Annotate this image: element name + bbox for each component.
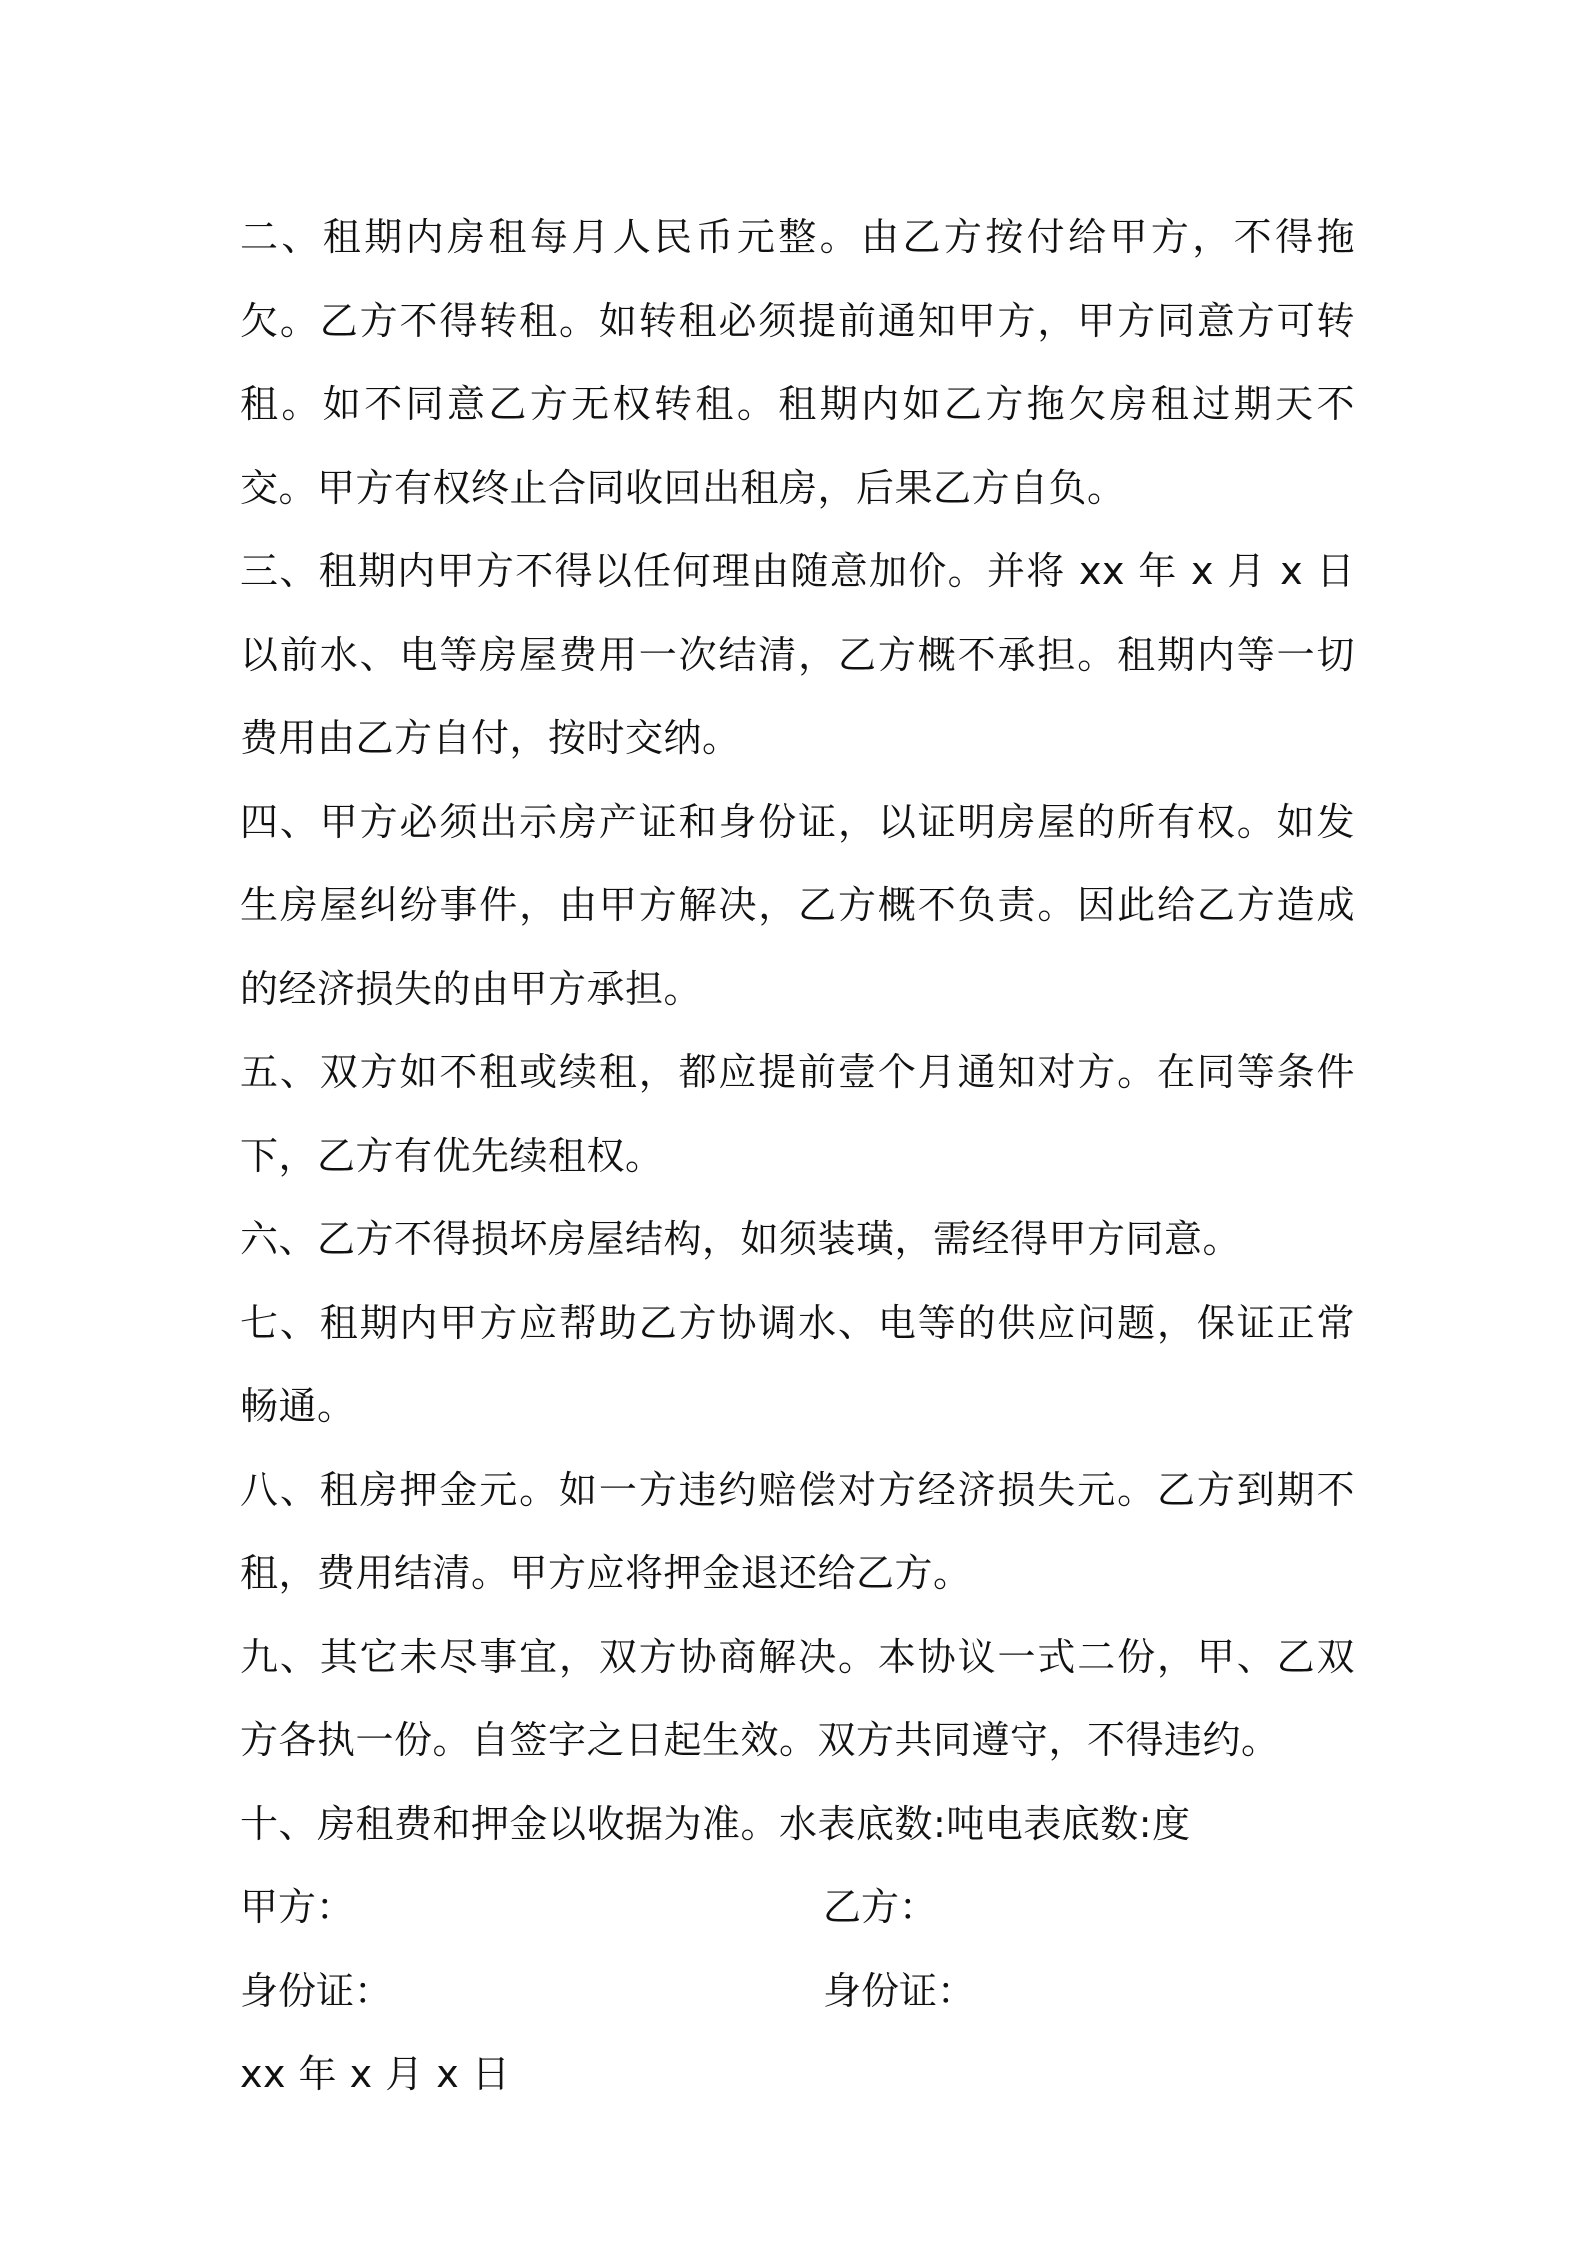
clause-6: 六、乙方不得损坏房屋结构，如须装璜，需经得甲方同意。 [240, 1217, 1242, 1261]
clause-8: 八、租房押金元。如一方违约赔偿对方经济损失元。乙方到期不租，费用结清。甲方应将押金退还给乙方。 [240, 1467, 1355, 1595]
clause-10: 十、房租费和押金以收据为准。水表底数:吨电表底数:度 [240, 1801, 1191, 1846]
clause-3: 三、租期内甲方不得以任何理由随意加价。并将 xx 年 x 月 x 日以前水、电等房屋费用一次结清，乙方概不承担。租期内等一切费用由乙方自付，按时交纳。 [240, 549, 1355, 760]
signature-id-row [240, 1950, 1355, 2034]
clause-9: 九、其它未尽事宜，双方协商解决。本协议一式二份，甲、乙双方各执一份。自签字之日起生效。双方共同遵守，不得违约。 [240, 1634, 1355, 1762]
id-a-label: 身份证： [240, 1968, 393, 2013]
date-line: xx 年 x 月 x 日 [240, 2052, 511, 2096]
party-a-label: 甲方： [240, 1885, 355, 1929]
contract-body [240, 196, 1355, 2117]
party-b-label: 乙方： [823, 1885, 938, 1929]
clause-2: 二、租期内房租每月人民币元整。由乙方按付给甲方，不得拖欠。乙方不得转租。如转租必须提前通知甲方，甲方同意方可转租。如不同意乙方无权转租。租期内如乙方拖欠房租过期天不交。甲方有权终止合同收回出租房，后果乙方自负。 [240, 215, 1355, 510]
id-b-label: 身份证： [823, 1968, 976, 2013]
signature-party-row [240, 1866, 1355, 1950]
clause-7: 七、租期内甲方应帮助乙方协调水、电等的供应问题，保证正常畅通。 [240, 1300, 1355, 1428]
clause-5: 五、双方如不租或续租，都应提前壹个月通知对方。在同等条件下，乙方有优先续租权。 [240, 1050, 1355, 1178]
clause-4: 四、甲方必须出示房产证和身份证，以证明房屋的所有权。如发生房屋纠纷事件，由甲方解决，乙方概不负责。因此给乙方造成的经济损失的由甲方承担。 [240, 799, 1355, 1011]
